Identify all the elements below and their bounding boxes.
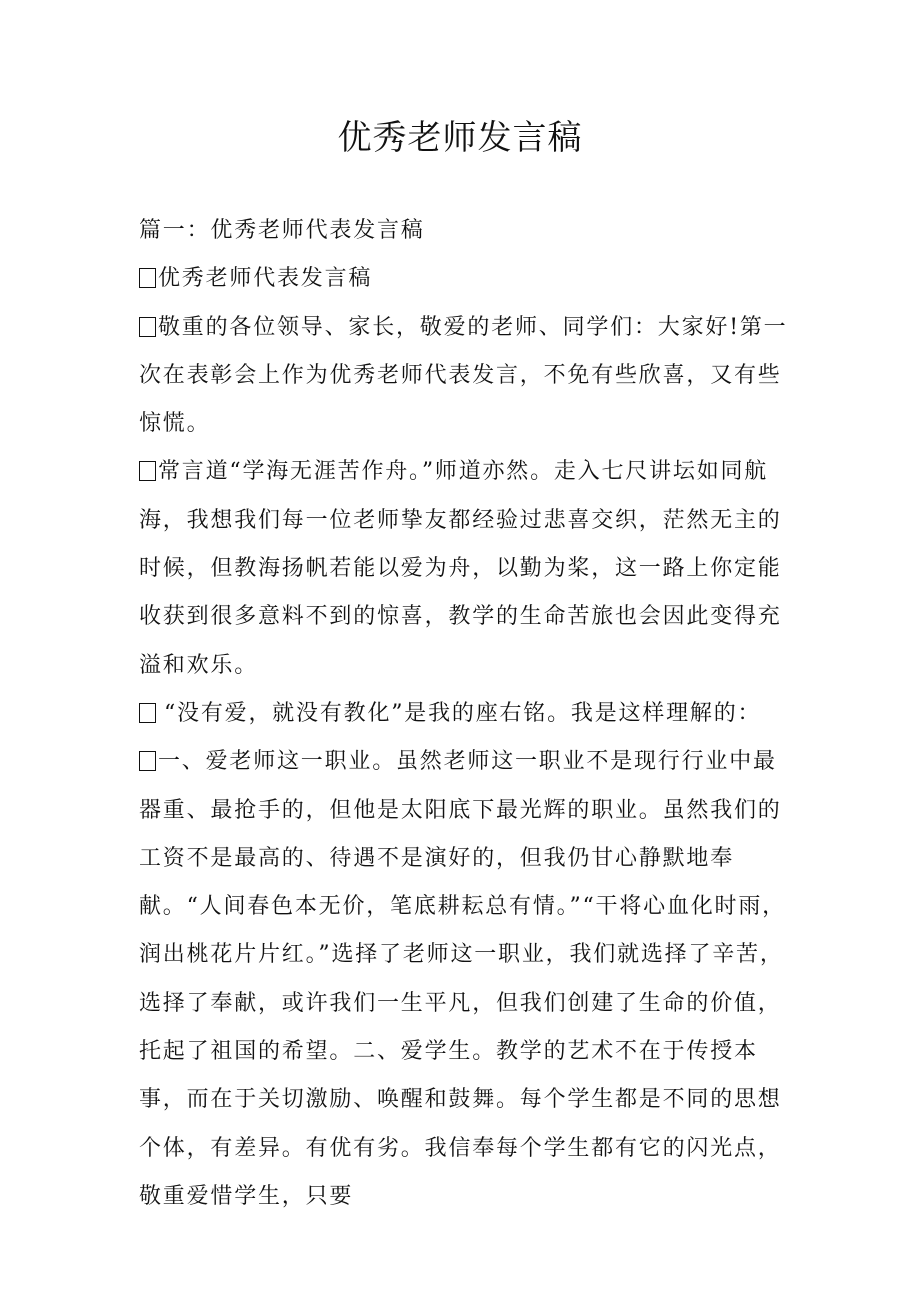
paragraph	[139, 255, 789, 303]
paragraph-text: 优秀老师代表发言稿	[158, 266, 373, 292]
missing-glyph-box-icon	[139, 268, 156, 288]
section-heading: 篇一：优秀老师代表发言稿	[139, 218, 425, 243]
paragraph-text: 敬重的各位领导、家长，敬爱的老师、同学们：大家好!第一次在表彰会上作为优秀老师代表发言，不免有些欣喜，又有些惊慌。	[139, 314, 788, 437]
missing-glyph-box-icon	[139, 703, 156, 723]
paragraph	[139, 738, 789, 1221]
paragraph	[139, 304, 789, 449]
document-body	[139, 207, 789, 1221]
paragraph-text: 一、爱老师这一职业。虽然老师这一职业不是现行行业中最器重、最抢手的，但他是太阳底下最光辉的职业。虽然我们的工资不是最高的、待遇不是演好的，但我仍甘心静默地奉献。“人间春色本无价，笔底耕耘总有情。”“干将心血化时雨，润出桃花片片红。”选择了老师这一职业，我们就选择了辛苦，选择了奉献，或许我们一生平凡，但我们创建了生命的价值，托起了祖国的希望。二、爱学生。教学的艺术不在于传授本事，而在于关切激励、唤醒和鼓舞。每个学生都是不同的思想个体，有差异。有优有劣。我信奉每个学生都有它的闪光点，敬重爱惜学生，只要	[139, 749, 786, 1209]
document-title: 优秀老师发言稿	[337, 118, 583, 158]
missing-glyph-box-icon	[139, 751, 156, 771]
paragraph-text: “没有爱，就没有教化”是我的座右铭。我是这样理解的：	[164, 700, 762, 726]
missing-glyph-box-icon	[139, 461, 156, 481]
paragraph	[139, 690, 789, 738]
missing-glyph-box-icon	[139, 317, 156, 337]
paragraph-text: 常言道“学海无涯苦作舟。”师道亦然。走入七尺讲坛如同航海，我想我们每一位老师挚友都经验过悲喜交织，茫然无主的时候，但教海扬帆若能以爱为舟，以勤为桨，这一路上你定能收获到很多意料不到的惊喜，教学的生命苦旅也会因此变得充溢和欢乐。	[139, 459, 782, 678]
paragraph	[139, 448, 789, 689]
